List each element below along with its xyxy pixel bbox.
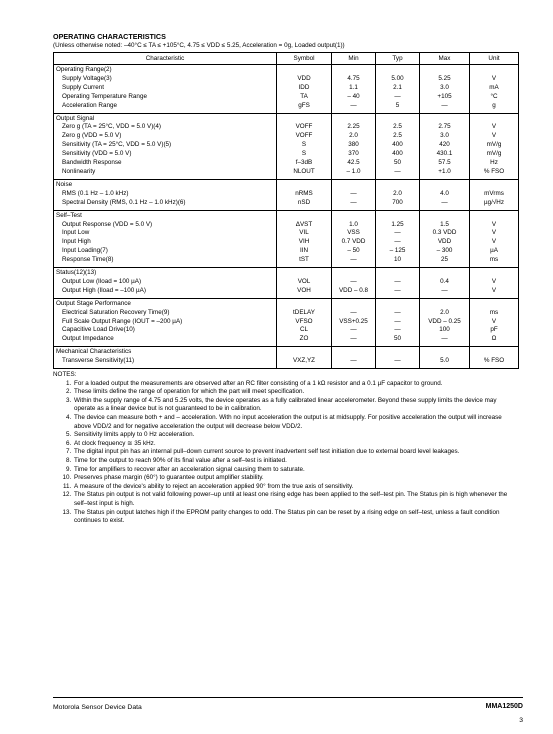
min-cell: 1.0	[332, 221, 376, 230]
unit-cell: V	[470, 318, 519, 327]
note-item: 3. Within the supply range of 4.75 and 5.25 volts, the device operates as a fully calibrated linear accelerometer. Beyond these supply limits the device may operate as a linear device but is not guaranteed to be in calibration.	[73, 397, 518, 414]
min-cell: 42.5	[332, 159, 376, 168]
min-cell: – 1.0	[332, 168, 376, 179]
unit-cell: µA	[470, 247, 519, 256]
sym-cell: CL	[277, 326, 332, 335]
note-item: 10. Preserves phase margin (60°) to guarantee output amplifier stability.	[73, 474, 518, 483]
max-cell: +1.0	[420, 168, 470, 179]
table-row	[54, 238, 519, 247]
table-row	[54, 357, 519, 368]
table-row	[54, 141, 519, 150]
max-cell: 5.0	[420, 357, 470, 368]
sym-cell: IIN	[277, 247, 332, 256]
sym-cell: VIL	[277, 229, 332, 238]
notes-list	[53, 380, 518, 526]
column-header: Max	[420, 53, 470, 65]
table-body	[54, 65, 519, 369]
empty-cell	[376, 210, 420, 220]
min-cell: 0.7 VDD	[332, 238, 376, 247]
sym-cell: VXZ,YZ	[277, 357, 332, 368]
table-row	[54, 102, 519, 113]
table-row	[54, 221, 519, 230]
note-item: 8. Time for the output to reach 90% of its final value after a self–test is initiated.	[73, 457, 518, 466]
characteristic-cell: Output Impedance	[54, 335, 277, 346]
unit-cell: µg/√Hz	[470, 199, 519, 210]
typ-cell: —	[376, 326, 420, 335]
table-row	[54, 287, 519, 298]
empty-cell	[470, 210, 519, 220]
table-row	[54, 123, 519, 132]
characteristic-cell: Input Low	[54, 229, 277, 238]
sym-cell: VOL	[277, 278, 332, 287]
characteristic-cell: Capacitive Load Drive(10)	[54, 326, 277, 335]
empty-cell	[376, 298, 420, 308]
max-cell: —	[420, 287, 470, 298]
empty-cell	[376, 268, 420, 278]
max-cell: 100	[420, 326, 470, 335]
empty-cell	[277, 298, 332, 308]
max-cell: 420	[420, 141, 470, 150]
empty-cell	[376, 65, 420, 75]
table-row	[54, 75, 519, 84]
footer-divider	[53, 697, 523, 698]
unit-cell: mA	[470, 84, 519, 93]
note-item: 12. The Status pin output is not valid following power–up until at least one rising edge has been applied to the self–test pin. The Status pin is high whenever the self–test input is high.	[73, 491, 518, 508]
characteristic-cell: Operating Temperature Range	[54, 93, 277, 102]
sym-cell: VIH	[277, 238, 332, 247]
typ-cell: 2.1	[376, 84, 420, 93]
sym-cell: ΔVST	[277, 221, 332, 230]
min-cell: —	[332, 309, 376, 318]
empty-cell	[332, 65, 376, 75]
empty-cell	[332, 268, 376, 278]
characteristic-cell: Input High	[54, 238, 277, 247]
min-cell: 4.75	[332, 75, 376, 84]
typ-cell: 2.0	[376, 190, 420, 199]
min-cell: —	[332, 190, 376, 199]
table-row	[54, 309, 519, 318]
sym-cell: tDELAY	[277, 309, 332, 318]
table-group-header	[54, 347, 519, 357]
typ-cell: 400	[376, 141, 420, 150]
table-row	[54, 150, 519, 159]
table-row	[54, 229, 519, 238]
sym-cell: nRMS	[277, 190, 332, 199]
empty-cell	[470, 347, 519, 357]
note-item: 9. Time for amplifiers to recover after an acceleration signal causing them to saturate.	[73, 466, 518, 475]
typ-cell: —	[376, 309, 420, 318]
min-cell: 2.25	[332, 123, 376, 132]
column-header: Min	[332, 53, 376, 65]
unit-cell: pF	[470, 326, 519, 335]
unit-cell: ms	[470, 256, 519, 267]
note-item: 11. A measure of the device's ability to reject an acceleration applied 90° from the true axis of sensitivity.	[73, 483, 518, 492]
empty-cell	[420, 268, 470, 278]
empty-cell	[277, 347, 332, 357]
typ-cell: 2.5	[376, 123, 420, 132]
unit-cell: V	[470, 221, 519, 230]
conditions-subheading: (Unless otherwise noted: –40°C ≤ TA ≤ +105°C, 4.75 ≤ VDD ≤ 5.25, Acceleration = 0g, Loaded output(1))	[53, 42, 345, 49]
max-cell: 57.5	[420, 159, 470, 168]
characteristic-cell: Supply Current	[54, 84, 277, 93]
max-cell: VDD	[420, 238, 470, 247]
note-item: 1. For a loaded output the measurements are observed after an RC filter consisting of a 1 kΩ resistor and a 0.1 µF capacitor to ground.	[73, 380, 518, 389]
unit-cell: V	[470, 75, 519, 84]
characteristic-cell: RMS (0.1 Hz – 1.0 kHz)	[54, 190, 277, 199]
min-cell: —	[332, 278, 376, 287]
typ-cell: 5.00	[376, 75, 420, 84]
table-group-header	[54, 179, 519, 189]
characteristic-cell: Response Time(8)	[54, 256, 277, 267]
group-title: Output Stage Performance	[54, 298, 277, 308]
empty-cell	[277, 179, 332, 189]
max-cell: 4.0	[420, 190, 470, 199]
group-title: Status(12)(13)	[54, 268, 277, 278]
empty-cell	[420, 210, 470, 220]
max-cell: – 300	[420, 247, 470, 256]
note-item: 5. Sensitivity limits apply to 0 Hz acceleration.	[73, 431, 518, 440]
empty-cell	[332, 113, 376, 123]
max-cell: VDD – 0.25	[420, 318, 470, 327]
sym-cell: NLOUT	[277, 168, 332, 179]
notes-heading: NOTES:	[53, 371, 77, 379]
empty-cell	[420, 65, 470, 75]
max-cell: 0.4	[420, 278, 470, 287]
note-item: 13. The Status pin output latches high if the EPROM parity changes to odd. The Status pin can be reset by a rising edge on self–test, unless a fault condition continues to exist.	[73, 509, 518, 526]
min-cell: VSS	[332, 229, 376, 238]
sym-cell: S	[277, 150, 332, 159]
min-cell: 370	[332, 150, 376, 159]
characteristic-cell: Zero g (TA = 25°C, VDD = 5.0 V)(4)	[54, 123, 277, 132]
footer-part-number: MMA1250D	[485, 703, 523, 710]
group-title: Operating Range(2)	[54, 65, 277, 75]
empty-cell	[470, 268, 519, 278]
sym-cell: TA	[277, 93, 332, 102]
characteristic-cell: Sensitivity (VDD = 5.0 V)	[54, 150, 277, 159]
typ-cell: —	[376, 357, 420, 368]
unit-cell: V	[470, 287, 519, 298]
characteristics-table	[53, 52, 519, 369]
table-row	[54, 199, 519, 210]
table-row	[54, 278, 519, 287]
sym-cell: nSD	[277, 199, 332, 210]
table-row	[54, 84, 519, 93]
unit-cell: V	[470, 132, 519, 141]
characteristic-cell: Full Scale Output Range (IOUT = –200 µA)	[54, 318, 277, 327]
table-row	[54, 335, 519, 346]
table-group-header	[54, 210, 519, 220]
unit-cell: g	[470, 102, 519, 113]
column-header: Unit	[470, 53, 519, 65]
min-cell: —	[332, 102, 376, 113]
max-cell: 3.0	[420, 84, 470, 93]
column-header: Symbol	[277, 53, 332, 65]
max-cell: 5.25	[420, 75, 470, 84]
max-cell: 3.0	[420, 132, 470, 141]
table-row	[54, 318, 519, 327]
empty-cell	[376, 347, 420, 357]
characteristic-cell: Input Loading(7)	[54, 247, 277, 256]
typ-cell: —	[376, 93, 420, 102]
unit-cell: mV/g	[470, 141, 519, 150]
page-number: 3	[519, 717, 523, 724]
characteristic-cell: Acceleration Range	[54, 102, 277, 113]
sym-cell: IDD	[277, 84, 332, 93]
sym-cell: tST	[277, 256, 332, 267]
column-header: Typ	[376, 53, 420, 65]
sym-cell: ZO	[277, 335, 332, 346]
table-row	[54, 190, 519, 199]
max-cell: —	[420, 102, 470, 113]
empty-cell	[420, 179, 470, 189]
datasheet-page	[53, 32, 518, 526]
table-group-header	[54, 113, 519, 123]
empty-cell	[470, 179, 519, 189]
unit-cell: ms	[470, 309, 519, 318]
characteristic-cell: Sensitivity (TA = 25°C, VDD = 5.0 V)(5)	[54, 141, 277, 150]
max-cell: 1.5	[420, 221, 470, 230]
table-row	[54, 247, 519, 256]
min-cell: VDD – 0.8	[332, 287, 376, 298]
max-cell: 25	[420, 256, 470, 267]
empty-cell	[470, 298, 519, 308]
table-row	[54, 132, 519, 141]
characteristic-cell: Output Low (Iload = 100 µA)	[54, 278, 277, 287]
group-title: Noise	[54, 179, 277, 189]
min-cell: —	[332, 199, 376, 210]
unit-cell: V	[470, 229, 519, 238]
max-cell: 0.3 VDD	[420, 229, 470, 238]
note-item: 6. At clock frequency ≅ 35 kHz.	[73, 440, 518, 449]
characteristic-cell: Transverse Sensitivity(11)	[54, 357, 277, 368]
sym-cell: VDD	[277, 75, 332, 84]
unit-cell: Ω	[470, 335, 519, 346]
max-cell: +105	[420, 93, 470, 102]
typ-cell: —	[376, 238, 420, 247]
max-cell: 2.0	[420, 309, 470, 318]
unit-cell: mV/g	[470, 150, 519, 159]
typ-cell: —	[376, 168, 420, 179]
empty-cell	[376, 113, 420, 123]
empty-cell	[277, 210, 332, 220]
typ-cell: 50	[376, 335, 420, 346]
sym-cell: VOH	[277, 287, 332, 298]
empty-cell	[470, 65, 519, 75]
max-cell: —	[420, 335, 470, 346]
empty-cell	[332, 210, 376, 220]
note-item: 7. The digital input pin has an internal pull–down current source to prevent inadvertent self test initiation due to external board level leakages.	[73, 448, 518, 457]
table-row	[54, 256, 519, 267]
unit-cell: % FSO	[470, 357, 519, 368]
unit-cell: V	[470, 238, 519, 247]
unit-cell: mVrms	[470, 190, 519, 199]
typ-cell: —	[376, 278, 420, 287]
sym-cell: f–3dB	[277, 159, 332, 168]
min-cell: – 40	[332, 93, 376, 102]
unit-cell: % FSO	[470, 168, 519, 179]
unit-cell: V	[470, 123, 519, 132]
footer-publication: Motorola Sensor Device Data	[53, 704, 142, 711]
sym-cell: VOFF	[277, 132, 332, 141]
empty-cell	[376, 179, 420, 189]
characteristic-cell: Zero g (VDD = 5.0 V)	[54, 132, 277, 141]
max-cell: 430.1	[420, 150, 470, 159]
typ-cell: —	[376, 287, 420, 298]
sym-cell: VFSO	[277, 318, 332, 327]
min-cell: —	[332, 357, 376, 368]
group-title: Mechanical Characteristics	[54, 347, 277, 357]
table-row	[54, 326, 519, 335]
empty-cell	[277, 268, 332, 278]
unit-cell: V	[470, 278, 519, 287]
characteristic-cell: Supply Voltage(3)	[54, 75, 277, 84]
table-row	[54, 93, 519, 102]
characteristic-cell: Nonlinearity	[54, 168, 277, 179]
typ-cell: 2.5	[376, 132, 420, 141]
typ-cell: 50	[376, 159, 420, 168]
min-cell: —	[332, 256, 376, 267]
sym-cell: S	[277, 141, 332, 150]
max-cell: 2.75	[420, 123, 470, 132]
typ-cell: 5	[376, 102, 420, 113]
notes-section	[53, 371, 518, 526]
empty-cell	[277, 65, 332, 75]
table-row	[54, 168, 519, 179]
empty-cell	[332, 347, 376, 357]
typ-cell: – 125	[376, 247, 420, 256]
note-item: 2. These limits define the range of operation for which the part will meet specification.	[73, 388, 518, 397]
typ-cell: 1.25	[376, 221, 420, 230]
min-cell: —	[332, 335, 376, 346]
empty-cell	[420, 113, 470, 123]
empty-cell	[470, 113, 519, 123]
typ-cell: —	[376, 229, 420, 238]
unit-cell: Hz	[470, 159, 519, 168]
characteristic-cell: Output High (Iload = –100 µA)	[54, 287, 277, 298]
group-title: Output Signal	[54, 113, 277, 123]
sym-cell: VOFF	[277, 123, 332, 132]
max-cell: —	[420, 199, 470, 210]
table-group-header	[54, 268, 519, 278]
typ-cell: 10	[376, 256, 420, 267]
min-cell: VSS+0.25	[332, 318, 376, 327]
characteristic-cell: Spectral Density (RMS, 0.1 Hz – 1.0 kHz)(6)	[54, 199, 277, 210]
table-group-header	[54, 298, 519, 308]
typ-cell: —	[376, 318, 420, 327]
characteristic-cell: Output Response (VDD = 5.0 V)	[54, 221, 277, 230]
min-cell: 2.0	[332, 132, 376, 141]
characteristic-cell: Electrical Saturation Recovery Time(9)	[54, 309, 277, 318]
table-group-header	[54, 65, 519, 75]
characteristic-cell: Bandwidth Response	[54, 159, 277, 168]
empty-cell	[332, 179, 376, 189]
typ-cell: 400	[376, 150, 420, 159]
section-heading: OPERATING CHARACTERISTICS	[53, 32, 166, 41]
typ-cell: 700	[376, 199, 420, 210]
min-cell: – 50	[332, 247, 376, 256]
table-row	[54, 159, 519, 168]
min-cell: 1.1	[332, 84, 376, 93]
group-title: Self–Test	[54, 210, 277, 220]
min-cell: 380	[332, 141, 376, 150]
empty-cell	[332, 298, 376, 308]
empty-cell	[420, 347, 470, 357]
unit-cell: °C	[470, 93, 519, 102]
table-header-row	[54, 53, 519, 65]
empty-cell	[277, 113, 332, 123]
sym-cell: gFS	[277, 102, 332, 113]
note-item: 4. The device can measure both + and – acceleration. With no input acceleration the output is at midsupply. For positive acceleration the output will increase above VDD/2 and for negative acceleration the output will decrease below VDD/2.	[73, 414, 518, 431]
min-cell: —	[332, 326, 376, 335]
empty-cell	[420, 298, 470, 308]
column-header: Characteristic	[54, 53, 277, 65]
